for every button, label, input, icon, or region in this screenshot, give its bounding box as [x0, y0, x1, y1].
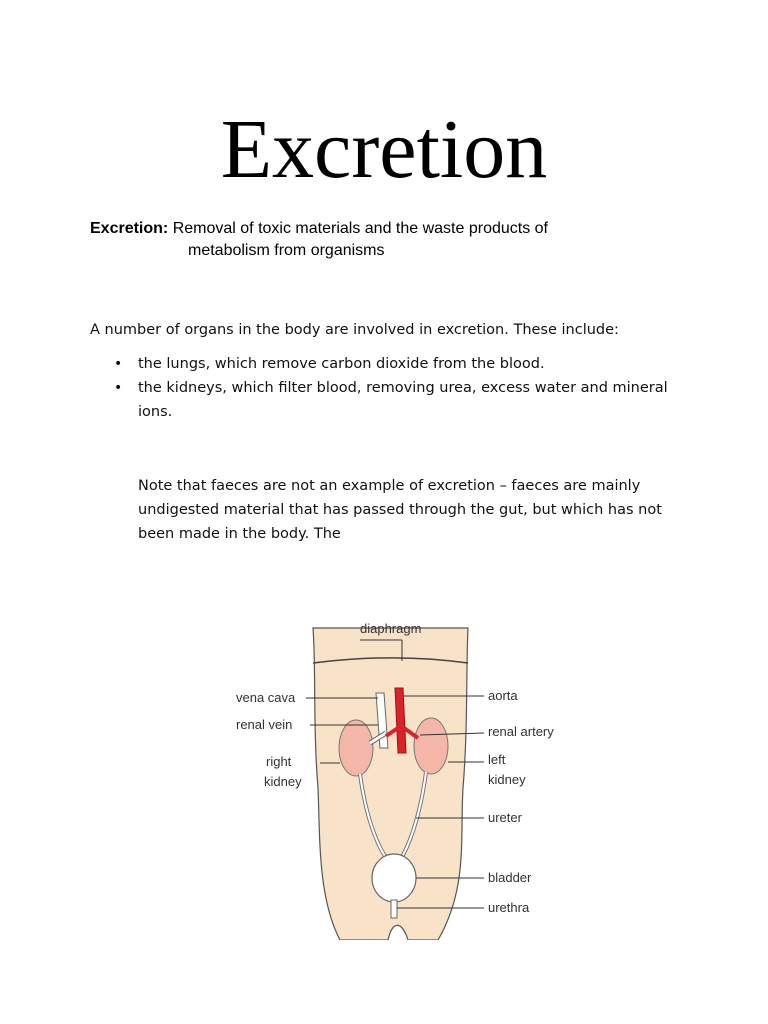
label-renal-artery: renal artery — [488, 724, 554, 739]
list-item-text: the lungs, which remove carbon dioxide from the blood. — [138, 356, 545, 372]
diagram-svg — [228, 588, 568, 940]
left-kidney — [414, 718, 448, 774]
list-item — [90, 352, 680, 376]
bullet-icon: • — [114, 380, 123, 396]
definition-text-line1: Removal of toxic materials and the waste products of — [172, 220, 548, 237]
definition — [90, 218, 690, 262]
label-left-kidney-2: kidney — [488, 772, 526, 787]
urethra — [391, 900, 397, 918]
label-renal-vein: renal vein — [236, 717, 293, 732]
intro-paragraph: A number of organs in the body are involved in excretion. These include: — [90, 322, 619, 338]
label-urethra: urethra — [488, 900, 530, 915]
label-right-kidney-2: kidney — [264, 774, 302, 789]
organ-list — [90, 352, 680, 424]
note-paragraph: Note that faeces are not an example of excretion – faeces are mainly undigested material that has passed through the gut, but which has not been made in the body. The — [138, 478, 662, 542]
excretory-system-diagram — [228, 588, 568, 940]
label-bladder: bladder — [488, 870, 532, 885]
bullet-icon: • — [114, 356, 123, 372]
label-ureter: ureter — [488, 810, 522, 825]
label-aorta: aorta — [488, 688, 518, 703]
page-title: Excretion — [220, 103, 548, 196]
label-diaphragm: diaphragm — [360, 621, 422, 636]
definition-term: Excretion: — [90, 220, 169, 237]
label-right-kidney-1: right — [266, 754, 292, 769]
label-left-kidney-1: left — [488, 752, 506, 767]
list-item — [90, 376, 680, 424]
definition-text-line2: metabolism from organisms — [188, 242, 385, 259]
label-vena-cava: vena cava — [236, 690, 296, 705]
right-kidney — [339, 720, 373, 776]
list-item-text: the kidneys, which filter blood, removing urea, excess water and mineral ions. — [138, 380, 668, 420]
bladder — [372, 854, 416, 902]
